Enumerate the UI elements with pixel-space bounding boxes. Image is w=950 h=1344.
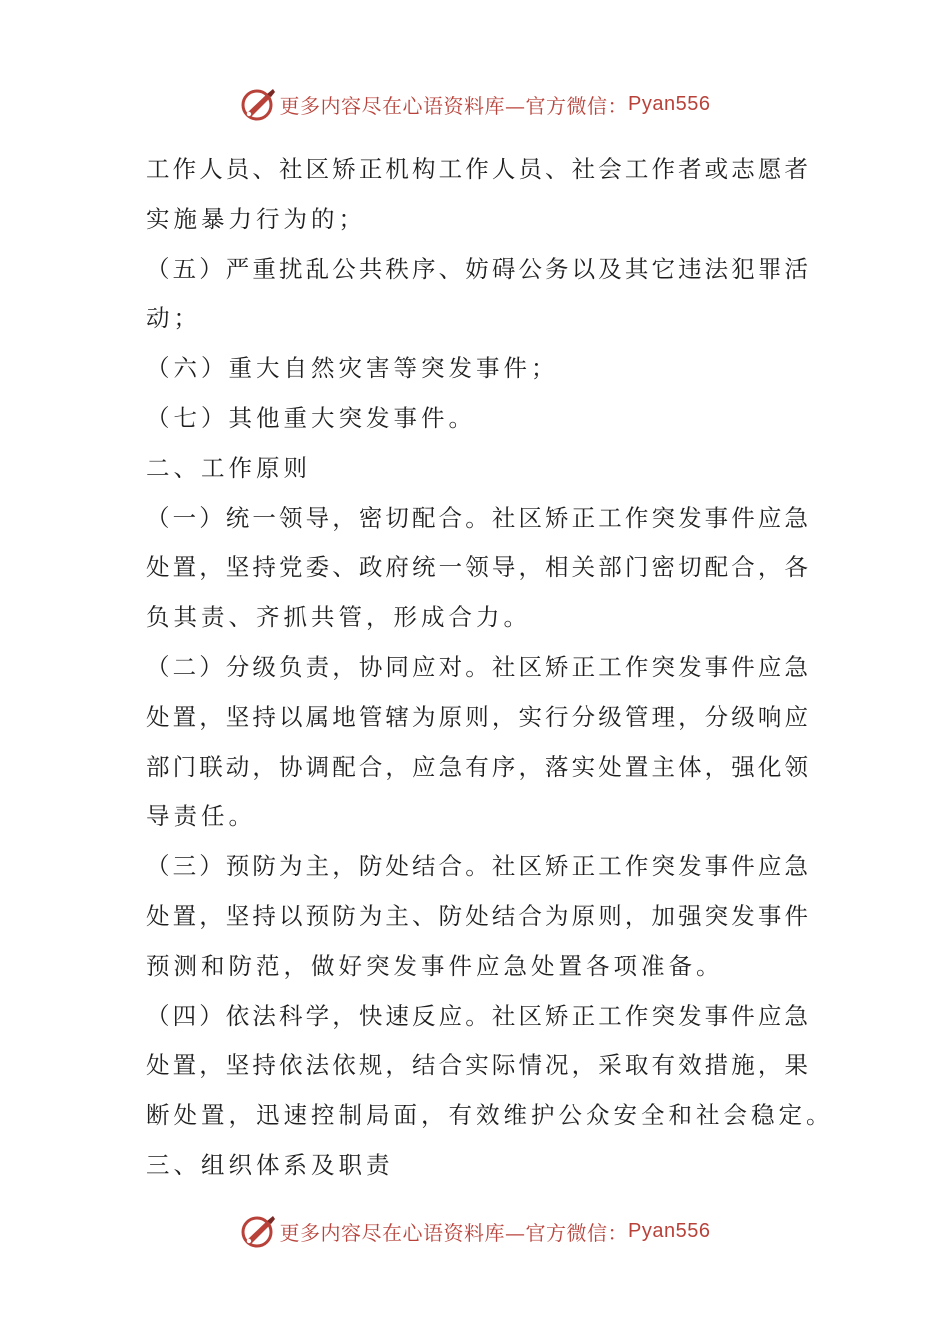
section-heading: 二、工作原则	[146, 453, 311, 482]
footer-watermark-banner	[0, 1211, 950, 1251]
text-line: （七）其他重大突发事件。	[146, 403, 476, 432]
text-line: 处置，坚持依法依规，结合实际情况，采取有效措施，果	[146, 1051, 808, 1080]
text-line: （三）预防为主，防处结合。社区矫正工作突发事件应急	[146, 852, 808, 881]
footer-banner-text: 更多内容尽在心语资料库—官方微信：	[279, 1220, 629, 1245]
document-body	[146, 145, 834, 1191]
header-watermark-banner	[0, 84, 950, 124]
text-line: 导责任。	[146, 802, 256, 831]
text-line: 动；	[146, 304, 201, 333]
pen-logo-icon	[240, 1213, 276, 1249]
section-heading: 三、组织体系及职责	[146, 1150, 394, 1179]
text-line: 处置，坚持以预防为主、防处结合为原则，加强突发事件	[146, 901, 808, 930]
text-line: 部门联动，协调配合，应急有序，落实处置主体，强化领	[146, 752, 808, 781]
footer-wechat-id: Pyan556	[628, 1219, 711, 1242]
text-line: （四）依法科学，快速反应。社区矫正工作突发事件应急	[146, 1001, 808, 1030]
text-line: （六）重大自然灾害等突发事件；	[146, 354, 559, 383]
header-wechat-id: Pyan556	[628, 92, 711, 115]
text-line: 预测和防范，做好突发事件应急处置各项准备。	[146, 951, 724, 980]
text-line: 处置，坚持党委、政府统一领导，相关部门密切配合，各	[146, 553, 808, 582]
text-line: 断处置，迅速控制局面，有效维护公众安全和社会稳定。	[146, 1101, 834, 1130]
text-line: 负其责、齐抓共管，形成合力。	[146, 603, 531, 632]
header-banner-text: 更多内容尽在心语资料库—官方微信：	[279, 93, 629, 118]
text-line: （二）分级负责，协同应对。社区矫正工作突发事件应急	[146, 652, 808, 681]
text-line: （一）统一领导，密切配合。社区矫正工作突发事件应急	[146, 503, 808, 532]
text-line: （五）严重扰乱公共秩序、妨碍公务以及其它违法犯罪活	[146, 254, 808, 283]
pen-logo-icon	[240, 86, 276, 122]
text-line: 处置，坚持以属地管辖为原则，实行分级管理，分级响应	[146, 702, 808, 731]
text-line: 工作人员、社区矫正机构工作人员、社会工作者或志愿者	[146, 155, 808, 183]
text-line: 实施暴力行为的；	[146, 204, 366, 233]
